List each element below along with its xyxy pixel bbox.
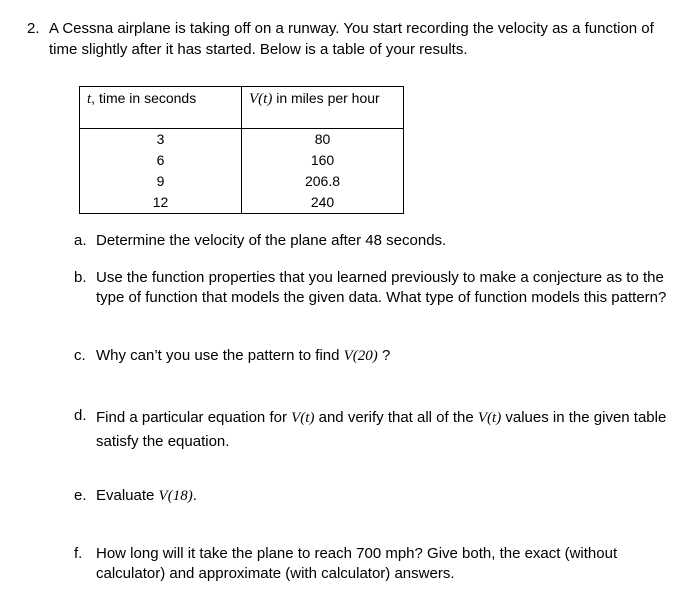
question-letter: b.: [74, 269, 87, 286]
question-d: [74, 406, 674, 453]
question-letter: e.: [74, 487, 87, 504]
velocity-cell: 240: [242, 192, 404, 214]
time-cell: 12: [80, 192, 242, 214]
time-cell: 9: [80, 171, 242, 192]
question-text: How long will it take the plane to reach 700 mph? Give both, the exact (without calculator) and approximate (with calculator) answers.: [96, 545, 618, 582]
time-variable: t: [87, 91, 92, 107]
math-expression: V(20): [343, 348, 378, 364]
question-text-end: values in the given table satisfy the equation.: [96, 409, 667, 450]
problem-statement: [27, 18, 667, 60]
question-b: [74, 268, 674, 308]
question-letter: d.: [74, 407, 87, 424]
question-text-end: .: [192, 487, 197, 504]
table-row: [80, 150, 404, 171]
problem-text: A Cessna airplane is taking off on a runway. You start recording the velocity as a function of time slightly after it has started. Below is a table of your results.: [49, 20, 654, 58]
question-a: [74, 231, 674, 251]
column-header-velocity: [242, 87, 404, 129]
problem-number: 2.: [27, 20, 40, 37]
question-letter: a.: [74, 232, 87, 249]
table-row: [80, 171, 404, 192]
question-f: [74, 544, 674, 584]
question-text-end: ?: [377, 347, 391, 364]
velocity-cell: 80: [242, 129, 404, 151]
time-header-label: , time in seconds: [91, 90, 197, 106]
question-text: Use the function properties that you learned previously to make a conjecture as to the type of function that models the given data. What type of function models this pattern?: [96, 269, 667, 306]
velocity-header-label: in miles per hour: [272, 90, 380, 106]
question-letter: c.: [74, 347, 86, 364]
question-text: Evaluate: [96, 487, 159, 504]
velocity-variable: V(t): [249, 91, 273, 107]
table-header-row: [80, 87, 404, 129]
question-c: [74, 346, 674, 366]
math-expression: V(t): [477, 410, 502, 426]
question-text: Why can’t you use the pattern to find: [96, 347, 344, 364]
table-row: [80, 192, 404, 214]
question-letter: f.: [74, 545, 83, 562]
question-text: Determine the velocity of the plane after 48 seconds.: [96, 232, 447, 249]
question-text-mid: and verify that all of the: [314, 409, 478, 426]
velocity-table: [79, 86, 404, 214]
time-cell: 6: [80, 150, 242, 171]
velocity-cell: 160: [242, 150, 404, 171]
math-expression: V(18): [158, 488, 193, 504]
time-cell: 3: [80, 129, 242, 151]
math-expression: V(t): [291, 410, 315, 426]
question-text: Find a particular equation for: [96, 409, 292, 426]
question-e: [74, 486, 674, 506]
column-header-time: [80, 87, 242, 129]
table-row: [80, 129, 404, 151]
velocity-cell: 206.8: [242, 171, 404, 192]
